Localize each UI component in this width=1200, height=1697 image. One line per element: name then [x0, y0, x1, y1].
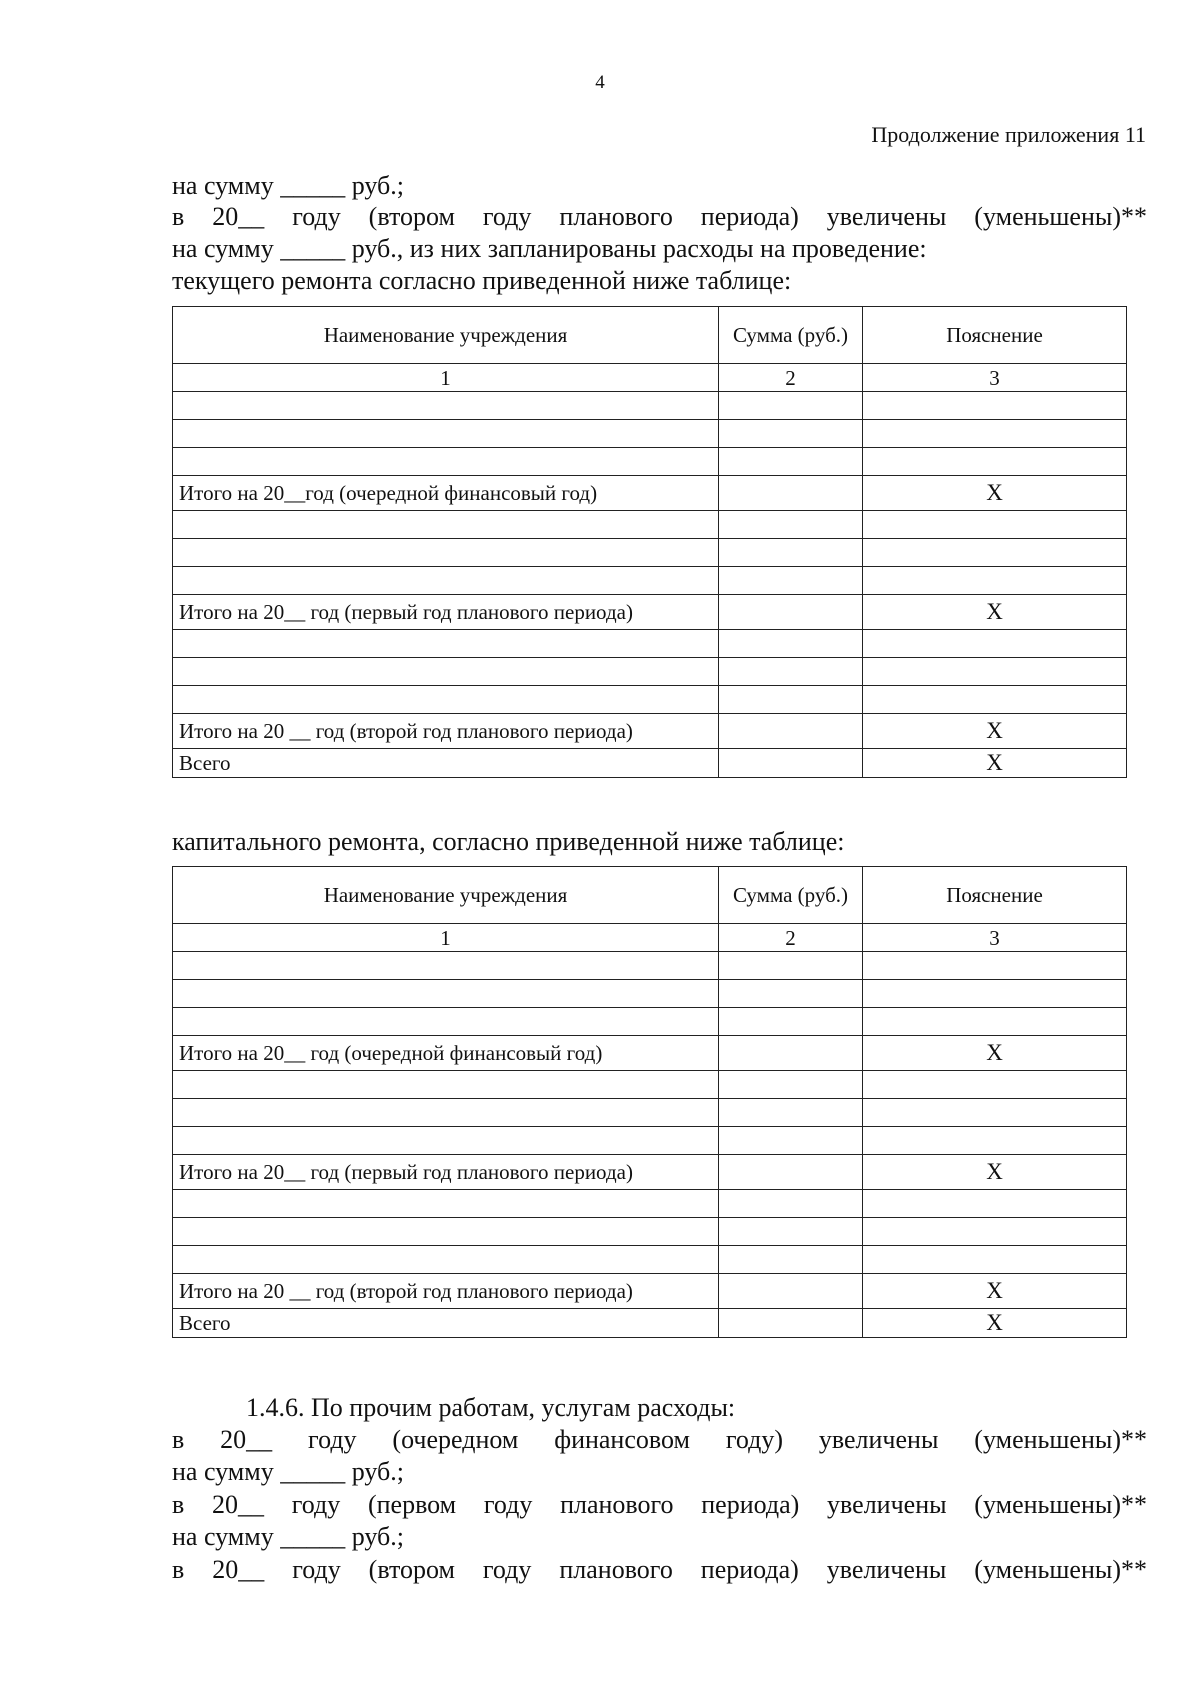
- col-num-2: 2: [719, 924, 863, 952]
- table-cell[interactable]: [173, 392, 719, 420]
- table-cell[interactable]: [719, 567, 863, 595]
- intro-line-1: на сумму _____ руб.;: [172, 171, 404, 200]
- total-note-x: X: [863, 714, 1127, 749]
- table-cell[interactable]: [719, 1218, 863, 1246]
- intro-line-2: в 20__ году (втором году планового периода) увеличены (уменьшены)**: [172, 202, 1147, 231]
- total-sum-cell[interactable]: [719, 1274, 863, 1309]
- header-sum: Сумма (руб.): [719, 867, 863, 924]
- col-num-3: 3: [863, 364, 1127, 392]
- table-cell[interactable]: [863, 448, 1127, 476]
- table-header-row: [173, 867, 1127, 924]
- section-heading: 1.4.6. По прочим работам, услугам расходы:: [246, 1393, 736, 1422]
- table-cell[interactable]: [719, 1099, 863, 1127]
- table-cell[interactable]: [173, 658, 719, 686]
- table-cell[interactable]: [173, 539, 719, 567]
- table-cell[interactable]: [863, 1190, 1127, 1218]
- table-row: [173, 980, 1127, 1008]
- header-name: Наименование учреждения: [173, 867, 719, 924]
- table-cell[interactable]: [863, 1218, 1127, 1246]
- table-cell[interactable]: [173, 1008, 719, 1036]
- table-cell[interactable]: [173, 448, 719, 476]
- table-cell[interactable]: [173, 1127, 719, 1155]
- capital-repair-caption: капитального ремонта, согласно приведенной ниже таблице:: [172, 827, 845, 856]
- table-row: [173, 539, 1127, 567]
- total-label: Итого на 20__ год (очередной финансовый год): [173, 1036, 719, 1071]
- grand-total-row: [173, 1309, 1127, 1338]
- table-row: [173, 1127, 1127, 1155]
- header-name: Наименование учреждения: [173, 307, 719, 364]
- table-row: [173, 1099, 1127, 1127]
- total-row-year-2: [173, 1155, 1127, 1190]
- table-cell[interactable]: [719, 686, 863, 714]
- total-sum-cell[interactable]: [719, 1155, 863, 1190]
- table-cell[interactable]: [719, 420, 863, 448]
- total-label: Итого на 20__год (очередной финансовый год): [173, 476, 719, 511]
- table-row: [173, 1071, 1127, 1099]
- table-cell[interactable]: [863, 539, 1127, 567]
- table-row: [173, 392, 1127, 420]
- table-row: [173, 1190, 1127, 1218]
- grand-total-row: [173, 749, 1127, 778]
- table-cell[interactable]: [173, 567, 719, 595]
- table-cell[interactable]: [863, 511, 1127, 539]
- table-cell[interactable]: [863, 630, 1127, 658]
- total-label: Итого на 20__ год (первый год планового периода): [173, 1155, 719, 1190]
- table-cell[interactable]: [173, 420, 719, 448]
- table-cell[interactable]: [173, 1246, 719, 1274]
- col-num-3: 3: [863, 924, 1127, 952]
- column-numbers-row: [173, 924, 1127, 952]
- intro-line-4: текущего ремонта согласно приведенной ниже таблице:: [172, 266, 792, 295]
- table-row: [173, 630, 1127, 658]
- total-sum-cell[interactable]: [719, 595, 863, 630]
- table-cell[interactable]: [173, 952, 719, 980]
- total-note-x: X: [863, 595, 1127, 630]
- table-row: [173, 686, 1127, 714]
- table-cell[interactable]: [719, 980, 863, 1008]
- table-cell[interactable]: [863, 420, 1127, 448]
- table-cell[interactable]: [719, 630, 863, 658]
- table-cell[interactable]: [173, 980, 719, 1008]
- total-row-year-1: [173, 476, 1127, 511]
- table-cell[interactable]: [863, 686, 1127, 714]
- column-numbers-row: [173, 364, 1127, 392]
- table-row: [173, 658, 1127, 686]
- total-label: Итого на 20__ год (первый год планового периода): [173, 595, 719, 630]
- table-cell[interactable]: [863, 1127, 1127, 1155]
- total-row-year-2: [173, 595, 1127, 630]
- col-num-1: 1: [173, 924, 719, 952]
- table-cell[interactable]: [719, 658, 863, 686]
- total-sum-cell[interactable]: [719, 714, 863, 749]
- total-sum-cell[interactable]: [719, 476, 863, 511]
- table-cell[interactable]: [863, 567, 1127, 595]
- table-row: [173, 1246, 1127, 1274]
- table-cell[interactable]: [863, 980, 1127, 1008]
- table-cell[interactable]: [719, 1246, 863, 1274]
- table-cell[interactable]: [719, 1071, 863, 1099]
- total-row-year-3: [173, 1274, 1127, 1309]
- table-row: [173, 1008, 1127, 1036]
- bottom-line-4: в 20__ году (первом году планового периода) увеличены (уменьшены)**: [172, 1490, 1147, 1519]
- total-row-year-1: [173, 1036, 1127, 1071]
- table-cell[interactable]: [719, 392, 863, 420]
- capital-repair-table: [172, 866, 1127, 1338]
- table-row: [173, 1218, 1127, 1246]
- table-row: [173, 511, 1127, 539]
- table-row: [173, 952, 1127, 980]
- header-note: Пояснение: [863, 307, 1127, 364]
- grand-total-note-x: X: [863, 749, 1127, 778]
- table-cell[interactable]: [173, 686, 719, 714]
- grand-total-sum-cell[interactable]: [719, 1309, 863, 1338]
- table-cell[interactable]: [173, 1099, 719, 1127]
- grand-total-label: Всего: [173, 749, 719, 778]
- table-cell[interactable]: [863, 1008, 1127, 1036]
- header-sum: Сумма (руб.): [719, 307, 863, 364]
- table-cell[interactable]: [173, 1071, 719, 1099]
- table-cell[interactable]: [719, 448, 863, 476]
- table-cell[interactable]: [719, 952, 863, 980]
- total-label: Итого на 20 __ год (второй год планового периода): [173, 714, 719, 749]
- table-cell[interactable]: [173, 1218, 719, 1246]
- table-cell[interactable]: [719, 1190, 863, 1218]
- bottom-line-2: в 20__ году (очередном финансовом году) увеличены (уменьшены)**: [172, 1425, 1147, 1454]
- table-cell[interactable]: [719, 1008, 863, 1036]
- appendix-title: Продолжение приложения 11: [871, 122, 1146, 147]
- table-cell[interactable]: [863, 1246, 1127, 1274]
- header-note: Пояснение: [863, 867, 1127, 924]
- table-cell[interactable]: [719, 1127, 863, 1155]
- col-num-2: 2: [719, 364, 863, 392]
- col-num-1: 1: [173, 364, 719, 392]
- bottom-line-6: в 20__ году (втором году планового периода) увеличены (уменьшены)**: [172, 1555, 1147, 1584]
- table-cell[interactable]: [173, 511, 719, 539]
- bottom-line-3: на сумму _____ руб.;: [172, 1457, 404, 1486]
- table-row: [173, 567, 1127, 595]
- total-sum-cell[interactable]: [719, 1036, 863, 1071]
- grand-total-label: Всего: [173, 1309, 719, 1338]
- table-cell[interactable]: [863, 658, 1127, 686]
- current-repair-table: [172, 306, 1127, 778]
- total-note-x: X: [863, 1155, 1127, 1190]
- total-note-x: X: [863, 1036, 1127, 1071]
- total-note-x: X: [863, 1274, 1127, 1309]
- total-note-x: X: [863, 476, 1127, 511]
- page-number: 4: [595, 72, 605, 93]
- table-cell[interactable]: [173, 1190, 719, 1218]
- table-cell[interactable]: [719, 511, 863, 539]
- table-cell[interactable]: [863, 392, 1127, 420]
- intro-line-3: на сумму _____ руб., из них запланированы расходы на проведение:: [172, 234, 927, 263]
- total-label: Итого на 20 __ год (второй год планового периода): [173, 1274, 719, 1309]
- bottom-line-5: на сумму _____ руб.;: [172, 1522, 404, 1551]
- grand-total-note-x: X: [863, 1309, 1127, 1338]
- table-cell[interactable]: [863, 952, 1127, 980]
- table-cell[interactable]: [173, 630, 719, 658]
- grand-total-sum-cell[interactable]: [719, 749, 863, 778]
- table-row: [173, 420, 1127, 448]
- table-header-row: [173, 307, 1127, 364]
- total-row-year-3: [173, 714, 1127, 749]
- table-cell[interactable]: [719, 539, 863, 567]
- table-cell[interactable]: [863, 1099, 1127, 1127]
- table-cell[interactable]: [863, 1071, 1127, 1099]
- table-row: [173, 448, 1127, 476]
